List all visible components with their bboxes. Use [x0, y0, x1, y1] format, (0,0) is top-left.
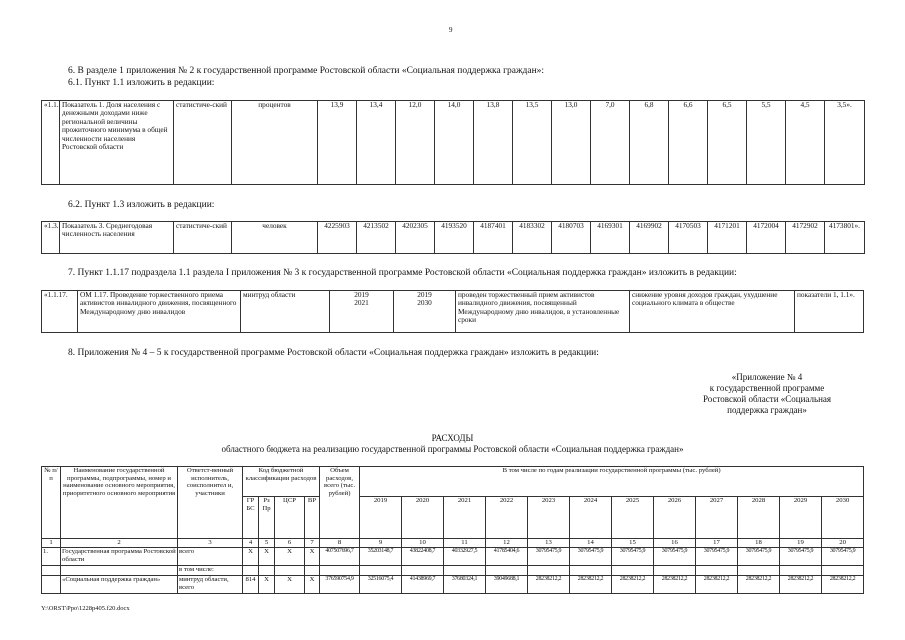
indicator-code: «1.3. [42, 222, 60, 254]
column-number: 16 [654, 539, 696, 548]
table-row [42, 566, 864, 576]
header-year: 2028 [738, 497, 780, 539]
file-path-footer: Y:\ORST\Ppo\1228p405.f20.docx [41, 605, 130, 612]
indicator-unit: человек [232, 222, 318, 254]
header-year: 2024 [570, 497, 612, 539]
row-year-value: 30795475,9 [570, 548, 612, 566]
header-grbs: ГР БС [243, 497, 259, 539]
row-year-value [528, 566, 570, 576]
header-year: 2020 [402, 497, 444, 539]
row-year-value: 41438969,7 [402, 576, 444, 594]
section6-sub1: 6.1. Пункт 1.1 изложить в редакции: [68, 78, 215, 88]
indicator-1-3-table [41, 221, 865, 254]
column-number: 3 [178, 539, 243, 548]
measure-consequence: снижение уровня доходов граждан, ухудшение социального климата в обществе [630, 291, 795, 333]
row-year-value: 28238212,2 [696, 576, 738, 594]
indicator-value: 4169301 [591, 222, 630, 254]
row-year-value: 30795475,9 [696, 548, 738, 566]
indicator-value: 4225903 [318, 222, 357, 254]
row-grbs: 814 [243, 576, 259, 594]
column-number: 7 [305, 539, 320, 548]
header-year: 2030 [822, 497, 864, 539]
header-volume: Объем расходов, всего (тыс. рублей) [320, 467, 360, 539]
indicator-unit: процентов [232, 101, 318, 185]
measure-code: «1.1.17. [42, 291, 78, 333]
row-year-value [654, 566, 696, 576]
indicator-value: 4,5 [786, 101, 825, 185]
row-year-value [822, 566, 864, 576]
row-executor: в том числе: [178, 566, 243, 576]
indicator-value: 4172004 [747, 222, 786, 254]
row-name: «Социальная поддержка граждан» [61, 576, 178, 594]
header-executor: Ответст-венный исполнитель, соисполнител и, участники [178, 467, 243, 539]
column-number: 15 [612, 539, 654, 548]
row-executor: минтруд области, всего [178, 576, 243, 594]
page-number: 9 [449, 26, 453, 34]
column-number: 18 [738, 539, 780, 548]
row-total: 407507696,7 [320, 548, 360, 566]
row-total [320, 566, 360, 576]
indicator-value: 4202305 [396, 222, 435, 254]
measure-result: проведен торжественный прием активистов инвалидного движения, посвященный Международному дню инвалидов, в установленные сроки [456, 291, 630, 333]
row-year-value [402, 566, 444, 576]
header-year: 2021 [444, 497, 486, 539]
budget-subtitle: областного бюджета на реализацию государственной программы Ростовской области «Социальная поддержка граждан» [221, 444, 684, 455]
header-year: 2026 [654, 497, 696, 539]
row-year-value [486, 566, 528, 576]
column-number-row [42, 539, 864, 548]
measure-start-year: 2019 [354, 290, 369, 299]
budget-title-block [0, 433, 905, 456]
row-rzpr: Х [259, 548, 275, 566]
row-year-value: 28238212,2 [654, 576, 696, 594]
row-year-value [360, 566, 402, 576]
header-by-year: В том числе по годам реализации государственной программы (тыс. рублей) [360, 467, 864, 497]
header-year: 2025 [612, 497, 654, 539]
indicator-value: 14,0 [435, 101, 474, 185]
row-year-value [780, 566, 822, 576]
row-total: 376590754,9 [320, 576, 360, 594]
header-year: 2027 [696, 497, 738, 539]
column-number: 4 [243, 539, 259, 548]
indicator-value: 4193520 [435, 222, 474, 254]
column-number: 17 [696, 539, 738, 548]
row-year-value: 32516075,4 [360, 576, 402, 594]
indicator-name: Показатель 1. Доля населения с денежными доходами ниже региональной величины прожиточного минимума в общей численности населения Ростовской области [60, 101, 174, 185]
header-vr: ВР [305, 497, 320, 539]
row-grbs [243, 566, 259, 576]
row-name: Государственная программа Ростовской области [61, 548, 178, 566]
row-year-value [444, 566, 486, 576]
row-csr [275, 566, 305, 576]
row-vr: Х [305, 548, 320, 566]
indicator-value: 13,8 [474, 101, 513, 185]
header-rzpr: Рз Пр [259, 497, 275, 539]
row-year-value [612, 566, 654, 576]
measure-start-year-2: 2021 [354, 298, 369, 308]
column-number: 11 [444, 539, 486, 548]
appendix-line-3: Ростовской области «Социальная [702, 393, 832, 404]
column-number: 14 [570, 539, 612, 548]
indicator-value: 13,0 [552, 101, 591, 185]
column-number: 8 [320, 539, 360, 548]
row-year-value: 28238212,2 [822, 576, 864, 594]
row-year-value: 43822408,7 [402, 548, 444, 566]
row-year-value: 30795475,9 [738, 548, 780, 566]
row-year-value: 28238212,2 [738, 576, 780, 594]
indicator-value: 4172902 [786, 222, 825, 254]
row-vr: Х [305, 576, 320, 594]
budget-table [41, 466, 864, 594]
table-row [42, 576, 864, 594]
indicator-value: 12,0 [396, 101, 435, 185]
indicator-value: 7,0 [591, 101, 630, 185]
indicator-value: 4187401 [474, 222, 513, 254]
measure-end [394, 291, 456, 333]
indicator-type: статистиче-ский [174, 222, 232, 254]
measure-start [330, 291, 394, 333]
indicator-value: 13,9 [318, 101, 357, 185]
header-year: 2023 [528, 497, 570, 539]
row-year-value: 30795475,9 [612, 548, 654, 566]
row-year-value: 39049688,1 [486, 576, 528, 594]
row-year-value: 28238212,2 [528, 576, 570, 594]
row-csr: Х [275, 576, 305, 594]
section6-sub2: 6.2. Пункт 1.3 изложить в редакции: [68, 200, 215, 210]
row-num [42, 566, 61, 576]
table-row [42, 548, 864, 566]
budget-title: РАСХОДЫ [431, 433, 474, 443]
indicator-value: 13,4 [357, 101, 396, 185]
row-executor: всего [178, 548, 243, 566]
row-csr: Х [275, 548, 305, 566]
header-num: № п/п [42, 467, 61, 539]
appendix-line-4: поддержка граждан» [727, 404, 807, 415]
row-year-value: 30795475,9 [822, 548, 864, 566]
row-year-value: 41785404,6 [486, 548, 528, 566]
row-vr [305, 566, 320, 576]
row-year-value: 35203148,7 [360, 548, 402, 566]
column-number: 19 [780, 539, 822, 548]
indicator-value: 6,6 [669, 101, 708, 185]
row-year-value: 30795475,9 [528, 548, 570, 566]
indicator-value: 4169902 [630, 222, 669, 254]
appendix-header [682, 372, 852, 416]
row-name [61, 566, 178, 576]
row-rzpr [259, 566, 275, 576]
row-rzpr: Х [259, 576, 275, 594]
indicator-code: «1.1. [42, 101, 60, 185]
row-year-value: 37680324,1 [444, 576, 486, 594]
section6-heading: 6. В разделе 1 приложения № 2 к государственной программе Ростовской области «Социальная поддержка граждан»: [68, 66, 545, 76]
row-year-value [738, 566, 780, 576]
column-number: 10 [402, 539, 444, 548]
indicator-value: 4171201 [708, 222, 747, 254]
column-number: 5 [259, 539, 275, 548]
column-number: 12 [486, 539, 528, 548]
column-number: 6 [275, 539, 305, 548]
indicator-value: 4213502 [357, 222, 396, 254]
measure-end-year: 2019 [417, 290, 432, 299]
row-year-value: 28238212,2 [780, 576, 822, 594]
row-grbs: Х [243, 548, 259, 566]
row-num [42, 576, 61, 594]
column-number: 2 [61, 539, 178, 548]
header-budget-code: Код бюджетной классификации расходов [243, 467, 320, 497]
indicator-name: Показатель 3. Среднегодовая численность населения [60, 222, 174, 254]
row-year-value: 28238212,2 [570, 576, 612, 594]
indicator-value: 6,8 [630, 101, 669, 185]
header-csr: ЦСР [275, 497, 305, 539]
indicator-type: статистиче-ский [174, 101, 232, 185]
indicator-1-1-table [41, 100, 865, 185]
indicator-value: 4170503 [669, 222, 708, 254]
header-name: Наименование государственной программы, подпрограммы, номер и наименование основного мероприятия, приоритетного основного мероприятия [61, 467, 178, 539]
indicator-value: 5,5 [747, 101, 786, 185]
header-year: 2029 [780, 497, 822, 539]
measure-executor: минтруд области [241, 291, 330, 333]
column-number: 20 [822, 539, 864, 548]
row-num: 1. [42, 548, 61, 566]
row-year-value: 30795475,9 [654, 548, 696, 566]
appendix-line-1: «Приложение № 4 [731, 372, 803, 382]
header-year: 2022 [486, 497, 528, 539]
row-year-value: 28238212,2 [612, 576, 654, 594]
row-year-value [570, 566, 612, 576]
indicator-value: 4183302 [513, 222, 552, 254]
section8-heading: 8. Приложения № 4 – 5 к государственной программе Ростовской области «Социальная поддержка граждан» изложить в редакции: [68, 348, 599, 358]
indicator-value: 6,5 [708, 101, 747, 185]
header-year: 2019 [360, 497, 402, 539]
appendix-line-2: к государственной программе [709, 382, 825, 393]
measure-name: ОМ 1.17. Проведение торжественного приема активистов инвалидного движения, посвященного Международному дню инвалидов [78, 291, 241, 333]
indicator-value: 3,5». [825, 101, 865, 185]
row-year-value [696, 566, 738, 576]
section7-heading: 7. Пункт 1.1.17 подраздела 1.1 раздела I приложения № 3 к государственной программе Ростовской области «Социальная поддержка граждан» изложить в редакции: [68, 268, 737, 278]
measure-link: показатели 1, 1.1». [795, 291, 864, 333]
column-number: 13 [528, 539, 570, 548]
indicator-value: 13,5 [513, 101, 552, 185]
indicator-value: 4180703 [552, 222, 591, 254]
column-number: 9 [360, 539, 402, 548]
indicator-value: 4173801». [825, 222, 865, 254]
row-year-value: 40332927,5 [444, 548, 486, 566]
measure-1-1-17-table [41, 290, 864, 333]
column-number: 1 [42, 539, 61, 548]
row-year-value: 30795475,9 [780, 548, 822, 566]
measure-end-year-2: 2030 [417, 298, 432, 308]
